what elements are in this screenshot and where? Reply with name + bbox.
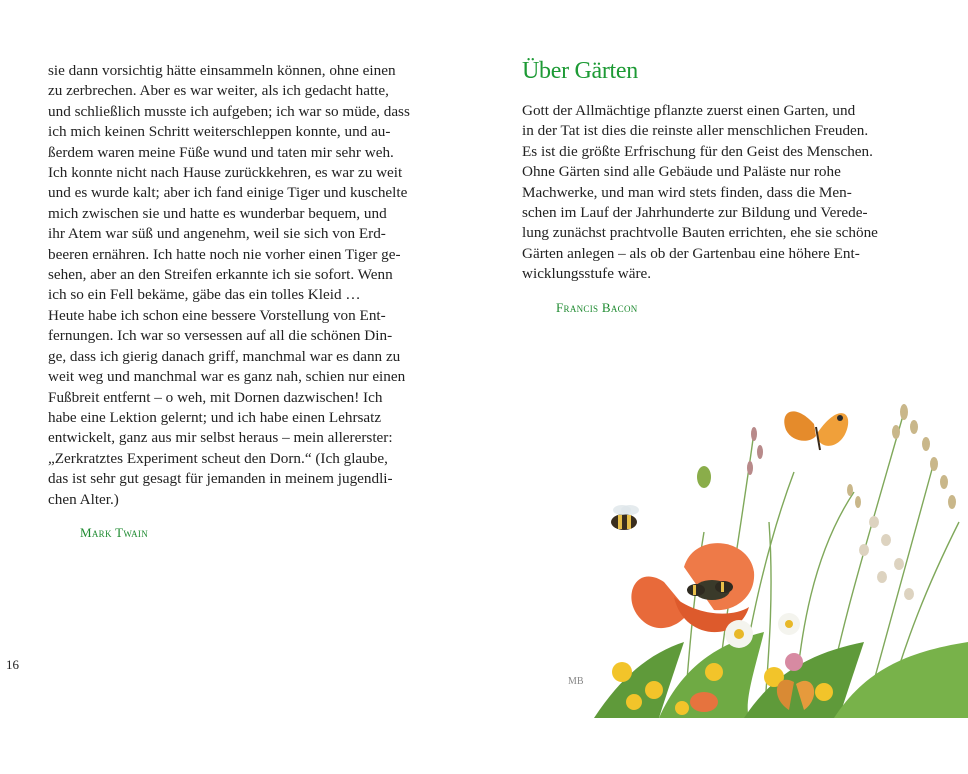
bacon-quote-text	[522, 101, 886, 285]
text-line: weit weg und manchmal war es ganz nah, schien nur einen	[48, 368, 406, 386]
text-line: sehen, aber an den Streifen erkannte ich sie sofort. Wenn	[48, 266, 393, 284]
text-line: Gott der Allmächtige pflanzte zuerst einen Garten, und	[522, 102, 856, 119]
text-line: lung zunächst prachtvolle Bauten errichten, ehe sie schöne	[522, 224, 878, 242]
text-line: „Zerkratztes Experiment scheut den Dorn.“ (Ich glaube,	[48, 449, 388, 467]
text-line: ßerdem waren meine Füße wund und taten mir sehr weh.	[48, 143, 394, 161]
text-line: zu zerbrechen. Aber es war weiter, als ich gedacht hatte,	[48, 82, 389, 100]
text-line: schen im Lauf der Jahrhunderte zur Bildung und Verede-	[522, 204, 868, 222]
meadow-flowers-illustration	[564, 372, 968, 718]
text-line: habe eine Lektion gelernt; und ich habe einen Lehrsatz	[48, 408, 382, 426]
illustrator-signature: MB	[568, 676, 584, 687]
text-line: Gärten anlegen – als ob der Gartenbau eine höhere Ent-	[522, 244, 860, 262]
text-line: Heute habe ich schon eine bessere Vorstellung von Ent-	[48, 306, 386, 324]
text-line: beeren ernähren. Ich hatte noch nie vorher einen Tiger ge-	[48, 245, 401, 263]
text-line: Es ist die größte Erfrischung für den Geist des Menschen.	[522, 142, 873, 160]
text-line: das ist sehr gut gesagt für jemanden in meinem jugendli-	[48, 470, 393, 488]
text-line: und es wurde kalt; aber ich fand einige Tiger und kuschelte	[48, 184, 408, 202]
text-line: fernungen. Ich war so versessen auf all die schönen Din-	[48, 327, 393, 345]
text-line: sie dann vorsichtig hätte einsammeln können, ohne einen	[48, 62, 396, 79]
text-line: wicklungsstufe wäre.	[522, 265, 652, 283]
section-heading: Über Gärten	[522, 58, 638, 84]
text-line: Fußbreit entfernt – o weh, mit Dornen dazwischen! Ich	[48, 388, 383, 406]
page-number: 16	[6, 657, 19, 672]
text-line: chen Alter.)	[48, 490, 119, 508]
text-line: entwickelt, ganz aus mir selbst heraus – mein allererster:	[48, 429, 393, 447]
author-mark-twain: Mark Twain	[80, 525, 149, 540]
twain-quote-text	[48, 61, 412, 510]
text-line: Ohne Gärten sind alle Gebäude und Paläste nur rohe	[522, 163, 841, 181]
text-line: ihr Atem war süß und angenehm, weil sie sich von Erd-	[48, 225, 386, 243]
author-francis-bacon: Francis Bacon	[556, 300, 638, 315]
text-line: ge, dass ich gierig danach griff, manchmal war es dann zu	[48, 347, 401, 365]
text-line: Machwerke, und man wird stets finden, dass die Men-	[522, 183, 852, 201]
right-page	[484, 0, 968, 774]
text-line: ich so ein Fell bekäme, gäbe das ein tolles Kleid …	[48, 286, 361, 304]
poppy-bud	[697, 466, 711, 488]
clover	[785, 653, 803, 671]
bee-icon	[611, 505, 639, 530]
text-line: ich mich keinen Schritt weiterschleppen konnte, und au-	[48, 123, 391, 141]
text-line: und schließlich musste ich aufgeben; ich war so müde, dass	[48, 102, 410, 120]
butterfly-icon	[784, 411, 848, 450]
text-line: mich zwischen sie und hatte es wunderbar bequem, und	[48, 204, 387, 222]
text-line: Ich konnte nicht nach Hause zurückkehren, es war zu weit	[48, 164, 403, 182]
orange-blossom	[690, 692, 718, 712]
text-line: in der Tat ist dies die reinste aller menschlichen Freuden.	[522, 122, 869, 140]
seed-heads	[747, 404, 956, 600]
